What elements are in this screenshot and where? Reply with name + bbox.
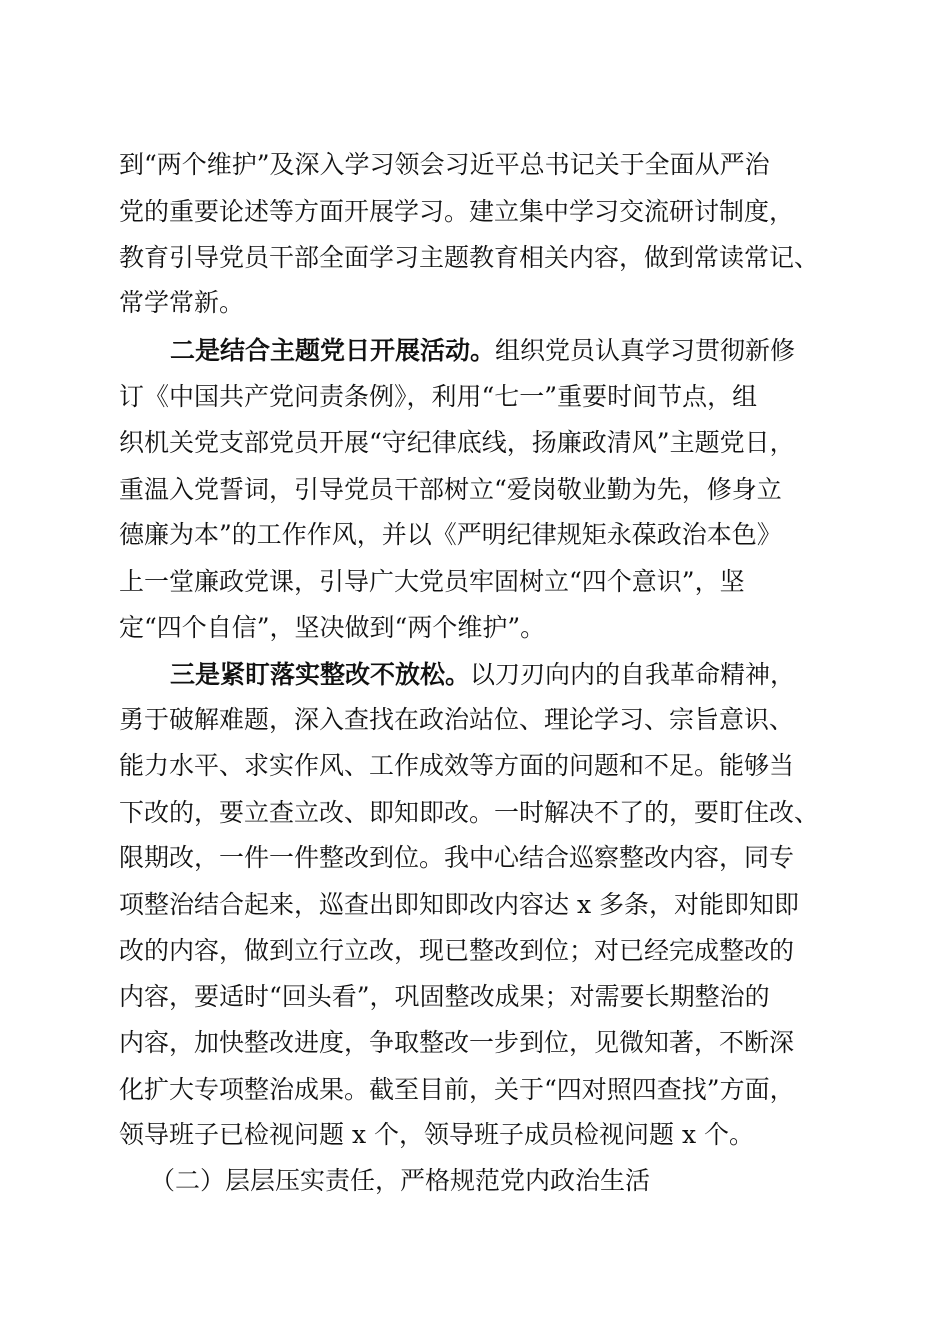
paragraph-3-line-11: 领导班子已检视问题 x 个，领导班子成员检视问题 x 个。 [119, 1120, 754, 1149]
paragraph-3-line-10: 化扩大专项整治成果。截至目前，关于“四对照四查找”方面， [119, 1075, 795, 1104]
paragraph-2-line-5: 德廉为本”的工作作风，并以《严明纪律规矩永葆政治本色》 [119, 520, 782, 549]
paragraph-3-line-7: 改的内容，做到立行立改，现已整改到位；对已经完成整改的 [119, 936, 795, 965]
paragraph-2-line-1-rest: 组织党员认真学习贯彻新修 [495, 336, 796, 365]
paragraph-3-line-1 [170, 658, 795, 692]
paragraph-2-line-7: 定“四个自信”，坚决做到“两个维护”。 [119, 613, 546, 642]
paragraph-3-line-9: 内容，加快整改进度，争取整改一步到位，见微知著，不断深 [119, 1028, 795, 1057]
paragraph-2-line-4: 重温入党誓词，引导党员干部树立“爱岗敬业勤为先，修身立 [119, 475, 782, 504]
paragraph-3-line-8: 内容，要适时“回头看”，巩固整改成果；对需要长期整治的 [119, 982, 770, 1011]
paragraph-3-line-3: 能力水平、求实作风、工作成效等方面的问题和不足。能够当 [119, 751, 795, 780]
section-heading: （二）层层压实责任，严格规范党内政治生活 [150, 1166, 651, 1195]
paragraph-3-line-6: 项整治结合起来，巡查出即知即改内容达 x 多条，对能即知即 [119, 890, 799, 919]
paragraph-2-line-6: 上一堂廉政党课，引导广大党员牢固树立“四个意识”，坚 [119, 567, 745, 596]
paragraph-2-lead: 二是结合主题党日开展活动。 [170, 336, 496, 365]
paragraph-3-line-4: 下改的，要立查立改、即知即改。一时解决不了的，要盯住改、 [119, 798, 820, 827]
paragraph-3-line-5: 限期改，一件一件整改到位。我中心结合巡察整改内容，同专 [119, 843, 795, 872]
paragraph-3-line-2: 勇于破解难题，深入查找在政治站位、理论学习、宗旨意识、 [119, 705, 795, 734]
paragraph-3-lead: 三是紧盯落实整改不放松。 [170, 660, 471, 689]
paragraph-3-line-1-rest: 以刀刃向内的自我革命精神， [470, 660, 796, 689]
paragraph-1-line-2: 党的重要论述等方面开展学习。建立集中学习交流研讨制度， [119, 197, 795, 226]
paragraph-2-line-3: 织机关党支部党员开展“守纪律底线，扬廉政清风”主题党日， [119, 428, 795, 457]
paragraph-1-line-1: 到“两个维护”及深入学习领会习近平总书记关于全面从严治 [119, 150, 770, 179]
paragraph-1-line-4: 常学常新。 [119, 288, 245, 317]
paragraph-1-line-3: 教育引导党员干部全面学习主题教育相关内容，做到常读常记、 [119, 243, 820, 272]
paragraph-2-line-1 [170, 334, 795, 368]
paragraph-2-line-2: 订《中国共产党问责条例》，利用“七一”重要时间节点，组 [119, 382, 758, 411]
